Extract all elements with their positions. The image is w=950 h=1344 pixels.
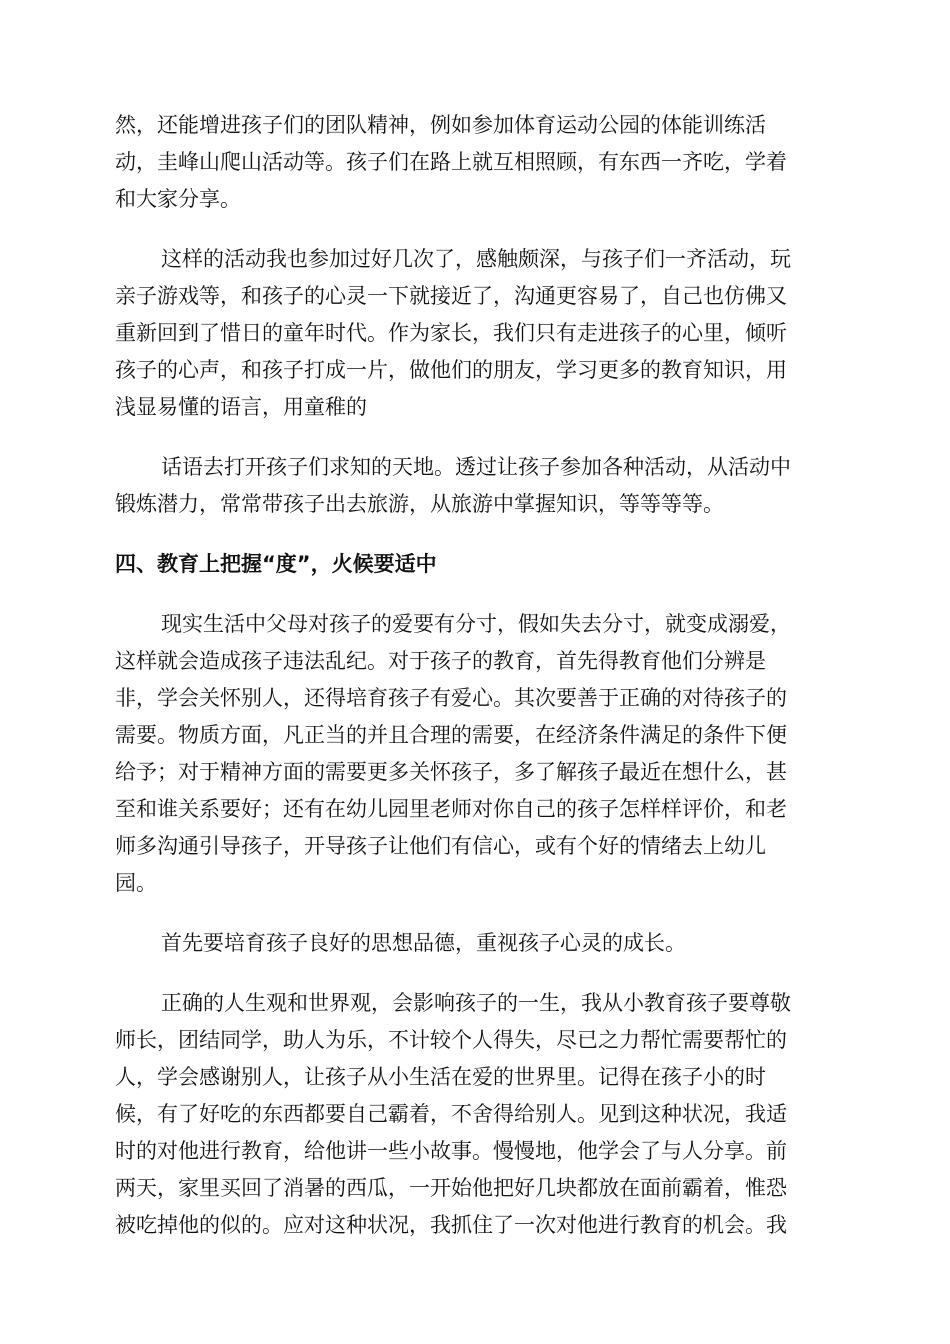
text-line: 师多沟通引导孩子，开导孩子让他们有信心，或有个好的情绪去上幼儿 [115,834,766,858]
text-line: 需要。物质方面，凡正当的并且合理的需要，在经济条件满足的条件下便 [115,723,787,747]
text-line: 被吃掉他的似的。应对这种状况，我抓住了一次对他进行教育的机会。我 [115,1213,787,1237]
text-line: 这样就会造成孩子违法乱纪。对于孩子的教育，首先得教育他们分辨是 [115,649,766,673]
text-line: 正确的人生观和世界观，会影响孩子的一生，我从小教育孩子要尊敬 [161,991,791,1015]
text-line: 和大家分享。 [115,187,241,211]
text-line: 人，学会感谢别人，让孩子从小生活在爱的世界里。记得在孩子小的时 [115,1065,766,1089]
paragraph-1 [115,107,835,218]
text-line: 候，有了好吃的东西都要自己霸着，不舍得给别人。见到这种状况，我适 [115,1102,787,1126]
text-line: 给予；对于精神方面的需要更多关怀孩子，多了解孩子最近在想什么，甚 [115,760,787,784]
text-line: 然，还能增进孩子们的团队精神，例如参加体育运动公园的体能训练活 [115,113,766,137]
text-line: 师长，团结同学，助人为乐，不计较个人得失，尽已之力帮忙需要帮忙的 [115,1028,787,1052]
text-line: 现实生活中父母对孩子的爱要有分寸，假如失去分寸，就变成溺爱， [161,612,791,636]
text-line: 动，圭峰山爬山活动等。孩子们在路上就互相照顾，有东西一齐吃，学着 [115,150,787,174]
section-heading: 四、教育上把握“度”，火候要适中 [115,552,437,576]
text-line: 首先要培育孩子良好的思想品德，重视孩子心灵的成长。 [161,931,686,955]
document-page [115,107,835,1267]
paragraph-6 [115,985,835,1244]
paragraph-2 [115,241,835,426]
text-line: 话语去打开孩子们求知的天地。透过让孩子参加各种活动，从活动中 [161,455,791,479]
text-line: 两天，家里买回了消暑的西瓜，一开始他把好几块都放在面前霸着，惟恐 [115,1176,787,1200]
text-line: 至和谁关系要好；还有在幼儿园里老师对你自己的孩子怎样样评价，和老 [115,797,787,821]
text-line: 浅显易懂的语言，用童稚的 [115,395,367,419]
text-line: 孩子的心声，和孩子打成一片，做他们的朋友，学习更多的教育知识，用 [115,358,787,382]
text-line: 重新回到了惜日的童年时代。作为家长，我们只有走进孩子的心里，倾听 [115,321,787,345]
text-line: 锻炼潜力，常常带孩子出去旅游，从旅游中掌握知识，等等等等。 [115,492,724,516]
text-line: 园。 [115,871,157,895]
paragraph-4 [115,606,835,902]
text-line: 非，学会关怀别人，还得培育孩子有爱心。其次要善于正确的对待孩子的 [115,686,787,710]
text-line: 亲子游戏等，和孩子的心灵一下就接近了，沟通更容易了，自己也仿佛又 [115,284,787,308]
text-line: 时的对他进行教育，给他讲一些小故事。慢慢地，他学会了与人分享。前 [115,1139,787,1163]
text-line: 这样的活动我也参加过好几次了，感触颇深，与孩子们一齐活动，玩 [161,247,791,271]
paragraph-3 [115,449,835,523]
paragraph-5 [115,925,835,962]
